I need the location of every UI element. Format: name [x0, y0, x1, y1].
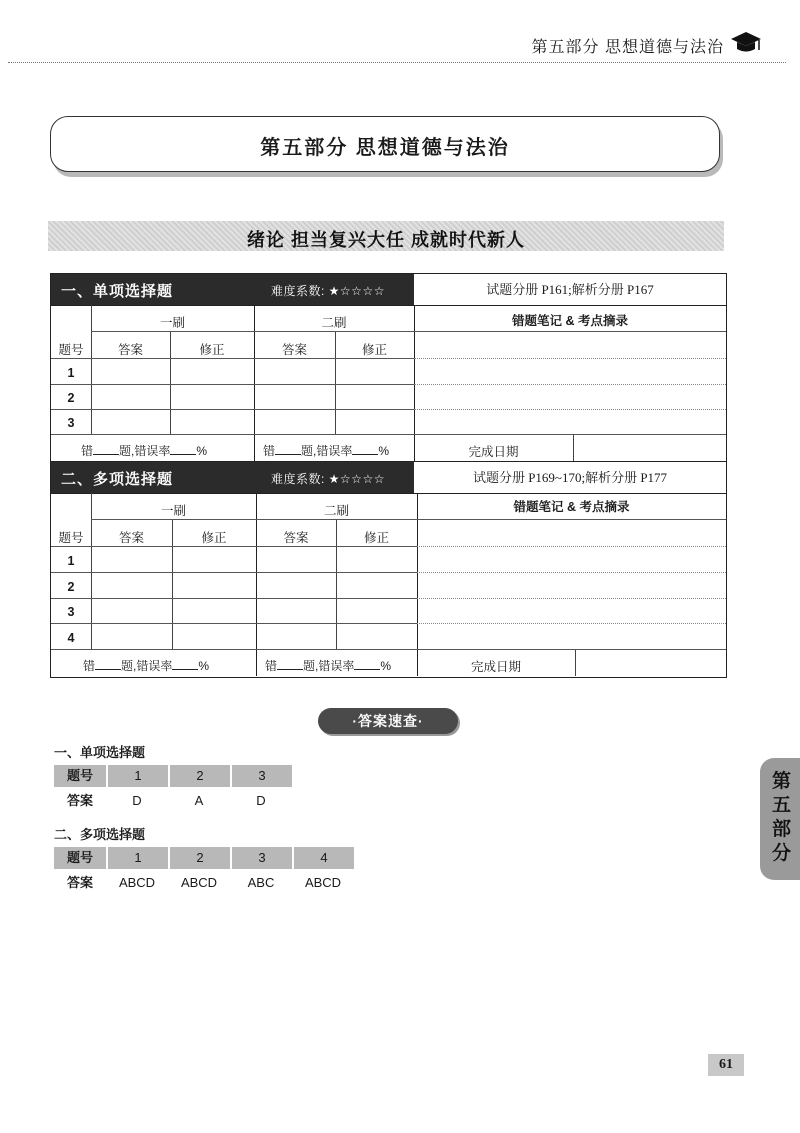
chapter-banner	[48, 221, 724, 251]
section-header	[51, 274, 414, 305]
running-header	[0, 28, 768, 58]
difficulty-rating: 难度系数: ★☆☆☆☆	[271, 472, 385, 486]
graduation-cap-icon	[730, 30, 762, 56]
answer-header: 答案	[117, 343, 143, 357]
question-number: 4	[67, 631, 75, 645]
section-title: 二、多项选择题	[61, 471, 174, 488]
part-title: 第五部分 思想道德与法治	[260, 137, 510, 159]
part-banner	[50, 116, 720, 172]
answer-key-group-title: 二、多项选择题	[54, 827, 146, 842]
finish-date-label: 完成日期	[470, 660, 521, 674]
difficulty-rating: 难度系数: ★☆☆☆☆	[271, 284, 385, 298]
correction-header: 修正	[361, 343, 387, 357]
chapter-title: 绪论 担当复兴大任 成就时代新人	[246, 230, 525, 250]
answer-key-number-row: 题号 1 2 3	[54, 765, 294, 787]
question-number: 3	[67, 605, 75, 619]
answer-key-number-row: 题号 1 2 3 4	[54, 847, 356, 869]
reference-pages: 试题分册 P169~170;解析分册 P177	[472, 470, 668, 485]
first-pass-error-stat: 错 题,错误率 %	[81, 444, 208, 458]
correction-header: 修正	[201, 531, 227, 545]
correction-header: 修正	[363, 531, 389, 545]
notes-title: 错题笔记 & 考点摘录	[512, 314, 628, 328]
multiple-choice-record-table	[50, 462, 727, 678]
answer-header: 答案	[281, 343, 307, 357]
question-number: 2	[67, 391, 75, 405]
answer-header: 答案	[118, 531, 144, 545]
side-tab-label: 第五部分	[772, 771, 792, 864]
header-divider	[8, 62, 786, 63]
question-number: 1	[67, 366, 75, 380]
answer-key-badge: ·答案速查·	[318, 708, 458, 734]
part-side-tab	[760, 758, 800, 880]
answer-key-answer-row: 答案 ABCD ABCD ABC ABCD	[66, 875, 342, 890]
question-number: 3	[67, 416, 75, 430]
second-pass-error-stat: 错 题,错误率 %	[263, 444, 390, 458]
section-header	[51, 462, 414, 493]
second-pass-label: 二刷	[321, 316, 347, 330]
question-number: 1	[67, 554, 75, 568]
correction-header: 修正	[199, 343, 225, 357]
question-no-header: 题号	[58, 531, 84, 545]
answer-key-answer-row: 答案 D A D	[66, 793, 266, 808]
single-choice-record-table	[50, 273, 727, 462]
answer-key-group-title: 一、单项选择题	[54, 745, 146, 760]
question-number: 2	[67, 580, 75, 594]
second-pass-error-stat: 错 题,错误率 %	[265, 659, 392, 673]
second-pass-label: 二刷	[323, 504, 349, 518]
answer-header: 答案	[283, 531, 309, 545]
reference-pages: 试题分册 P161;解析分册 P167	[486, 282, 654, 297]
first-pass-label: 一刷	[160, 504, 186, 518]
section-title: 一、单项选择题	[61, 283, 174, 300]
running-header-title: 第五部分 思想道德与法治	[531, 39, 724, 56]
finish-date-label: 完成日期	[468, 445, 519, 459]
question-no-header: 题号	[58, 343, 84, 357]
first-pass-label: 一刷	[159, 316, 185, 330]
page-number: 61	[708, 1054, 744, 1076]
first-pass-error-stat: 错 题,错误率 %	[83, 659, 210, 673]
notes-title: 错题笔记 & 考点摘录	[513, 500, 630, 514]
